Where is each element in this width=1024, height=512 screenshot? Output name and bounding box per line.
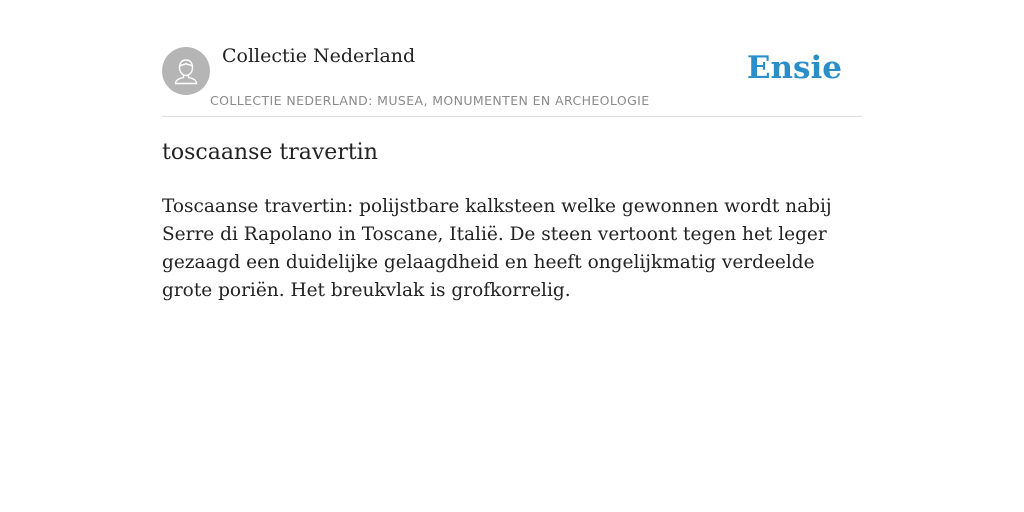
entry-title: toscaanse travertin [162, 140, 378, 165]
ensie-logo[interactable]: Ensie [746, 50, 842, 86]
avatar[interactable] [162, 47, 210, 95]
source-label[interactable]: COLLECTIE NEDERLAND: MUSEA, MONUMENTEN EN ARCHEOLOGIE [210, 93, 650, 108]
user-silhouette-icon [162, 47, 210, 95]
author-name[interactable]: Collectie Nederland [222, 45, 416, 67]
entry-header [162, 40, 862, 117]
entry-definition: Toscaanse travertin: polijstbare kalksteen welke gewonnen wordt nabij Serre di Rapolano in Toscane, Italië. De steen vertoont tegen het leger gezaagd een duidelijke gelaagdheid en heeft ongelijkmatig verdeelde grote poriën. Het breukvlak is grofkorrelig. [162, 196, 832, 301]
